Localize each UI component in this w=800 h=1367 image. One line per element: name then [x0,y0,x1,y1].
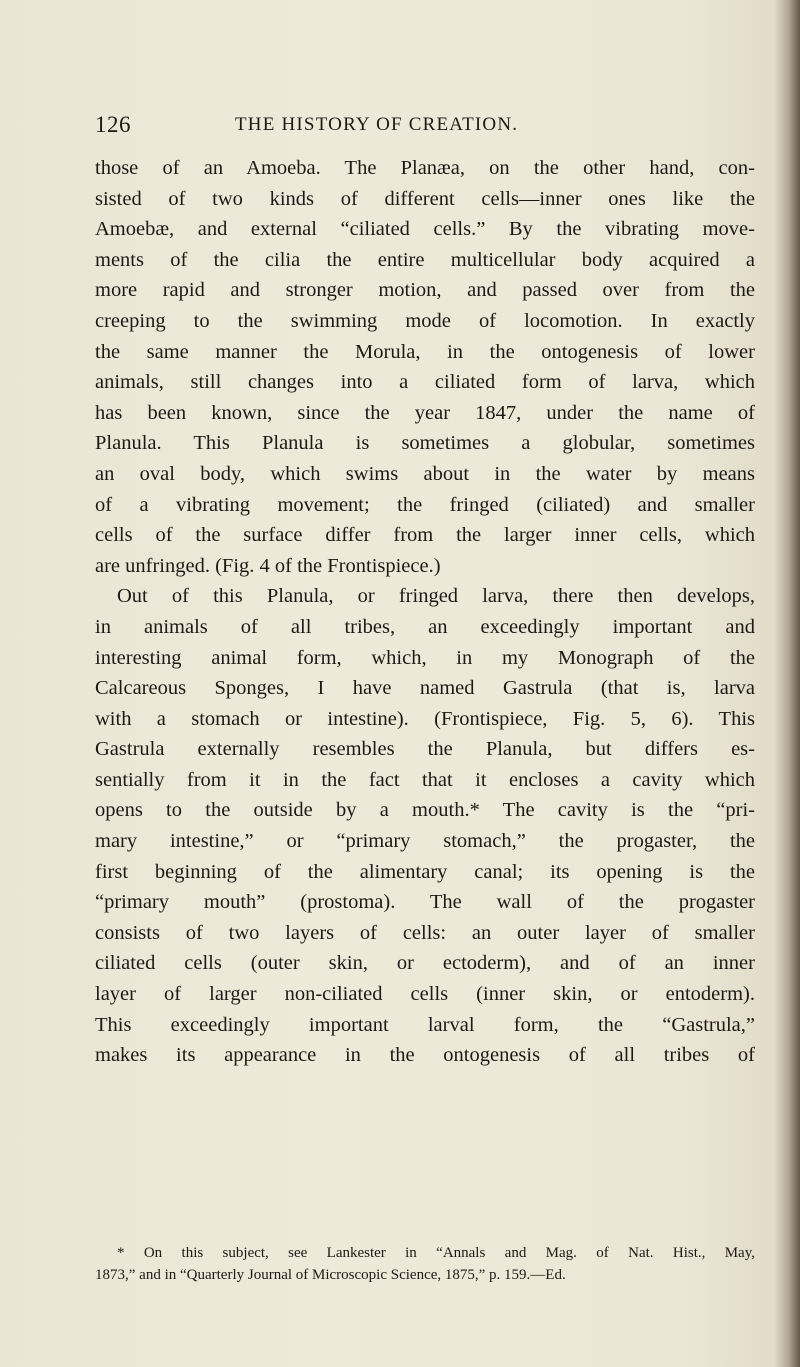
text-line: “primary mouth” (prostoma). The wall of the progaster [95,891,755,914]
page-number: 126 [95,112,131,137]
text-line: interesting animal form, which, in my Monograph of the [95,646,755,669]
text-line: those of an Amoeba. The Planæa, on the other hand, con- [95,157,755,179]
text-line: are unfringed. (Fig. 4 of the Frontispiece.) [95,554,441,577]
text-line: mary intestine,” or “primary stomach,” the progaster, the [95,830,755,853]
text-line: more rapid and stronger motion, and passed over from the [95,279,755,302]
text-line: consists of two layers of cells: an outer layer of smaller [95,921,755,944]
footnote [95,1242,755,1286]
text-line: ments of the cilia the entire multicellular body acquired a [95,248,755,271]
text-line: of a vibrating movement; the fringed (ciliated) and smaller [95,493,755,516]
body-text [95,153,755,1071]
text-line: Planula. This Planula is sometimes a globular, sometimes [95,432,755,455]
text-line: an oval body, which swims about in the water by means [95,462,755,485]
text-line: has been known, since the year 1847, under the name of [95,401,755,424]
text-line: in animals of all tribes, an exceedingly important and [95,615,755,638]
text-line: layer of larger non-ciliated cells (inner skin, or entoderm). [95,983,755,1006]
page-edge-shadow [774,0,800,1367]
text-line: sentially from it in the fact that it encloses a cavity which [95,768,755,791]
text-line: animals, still changes into a ciliated form of larva, which [95,371,755,394]
text-line: Out of this Planula, or fringed larva, there then develops, [117,585,755,608]
text-line: ciliated cells (outer skin, or ectoderm), and of an inner [95,952,755,975]
running-title: THE HISTORY OF CREATION. [235,114,519,135]
text-line: Calcareous Sponges, I have named Gastrula (that is, larva [95,677,755,700]
footnote-line: * On this subject, see Lankester in “Annals and Mag. of Nat. Hist., May, [117,1245,755,1261]
text-line: Amoebæ, and external “ciliated cells.” By the vibrating move- [95,218,755,241]
footnote-line: 1873,” and in “Quarterly Journal of Microscopic Science, 1875,” p. 159.—Ed. [95,1267,566,1283]
page-header [95,112,755,142]
text-line: This exceedingly important larval form, the “Gastrula,” [95,1013,755,1036]
text-line: makes its appearance in the ontogenesis of all tribes of [95,1044,755,1067]
text-line: sisted of two kinds of different cells—inner ones like the [95,187,755,210]
text-line: creeping to the swimming mode of locomotion. In exactly [95,309,755,332]
text-line: opens to the outside by a mouth.* The cavity is the “pri- [95,799,755,822]
text-line: with a stomach or intestine). (Frontispiece, Fig. 5, 6). This [95,707,755,730]
text-line: cells of the surface differ from the larger inner cells, which [95,524,755,547]
text-line: first beginning of the alimentary canal; its opening is the [95,860,755,883]
text-line: the same manner the Morula, in the ontogenesis of lower [95,340,755,363]
text-line: Gastrula externally resembles the Planula, but differs es- [95,738,755,761]
